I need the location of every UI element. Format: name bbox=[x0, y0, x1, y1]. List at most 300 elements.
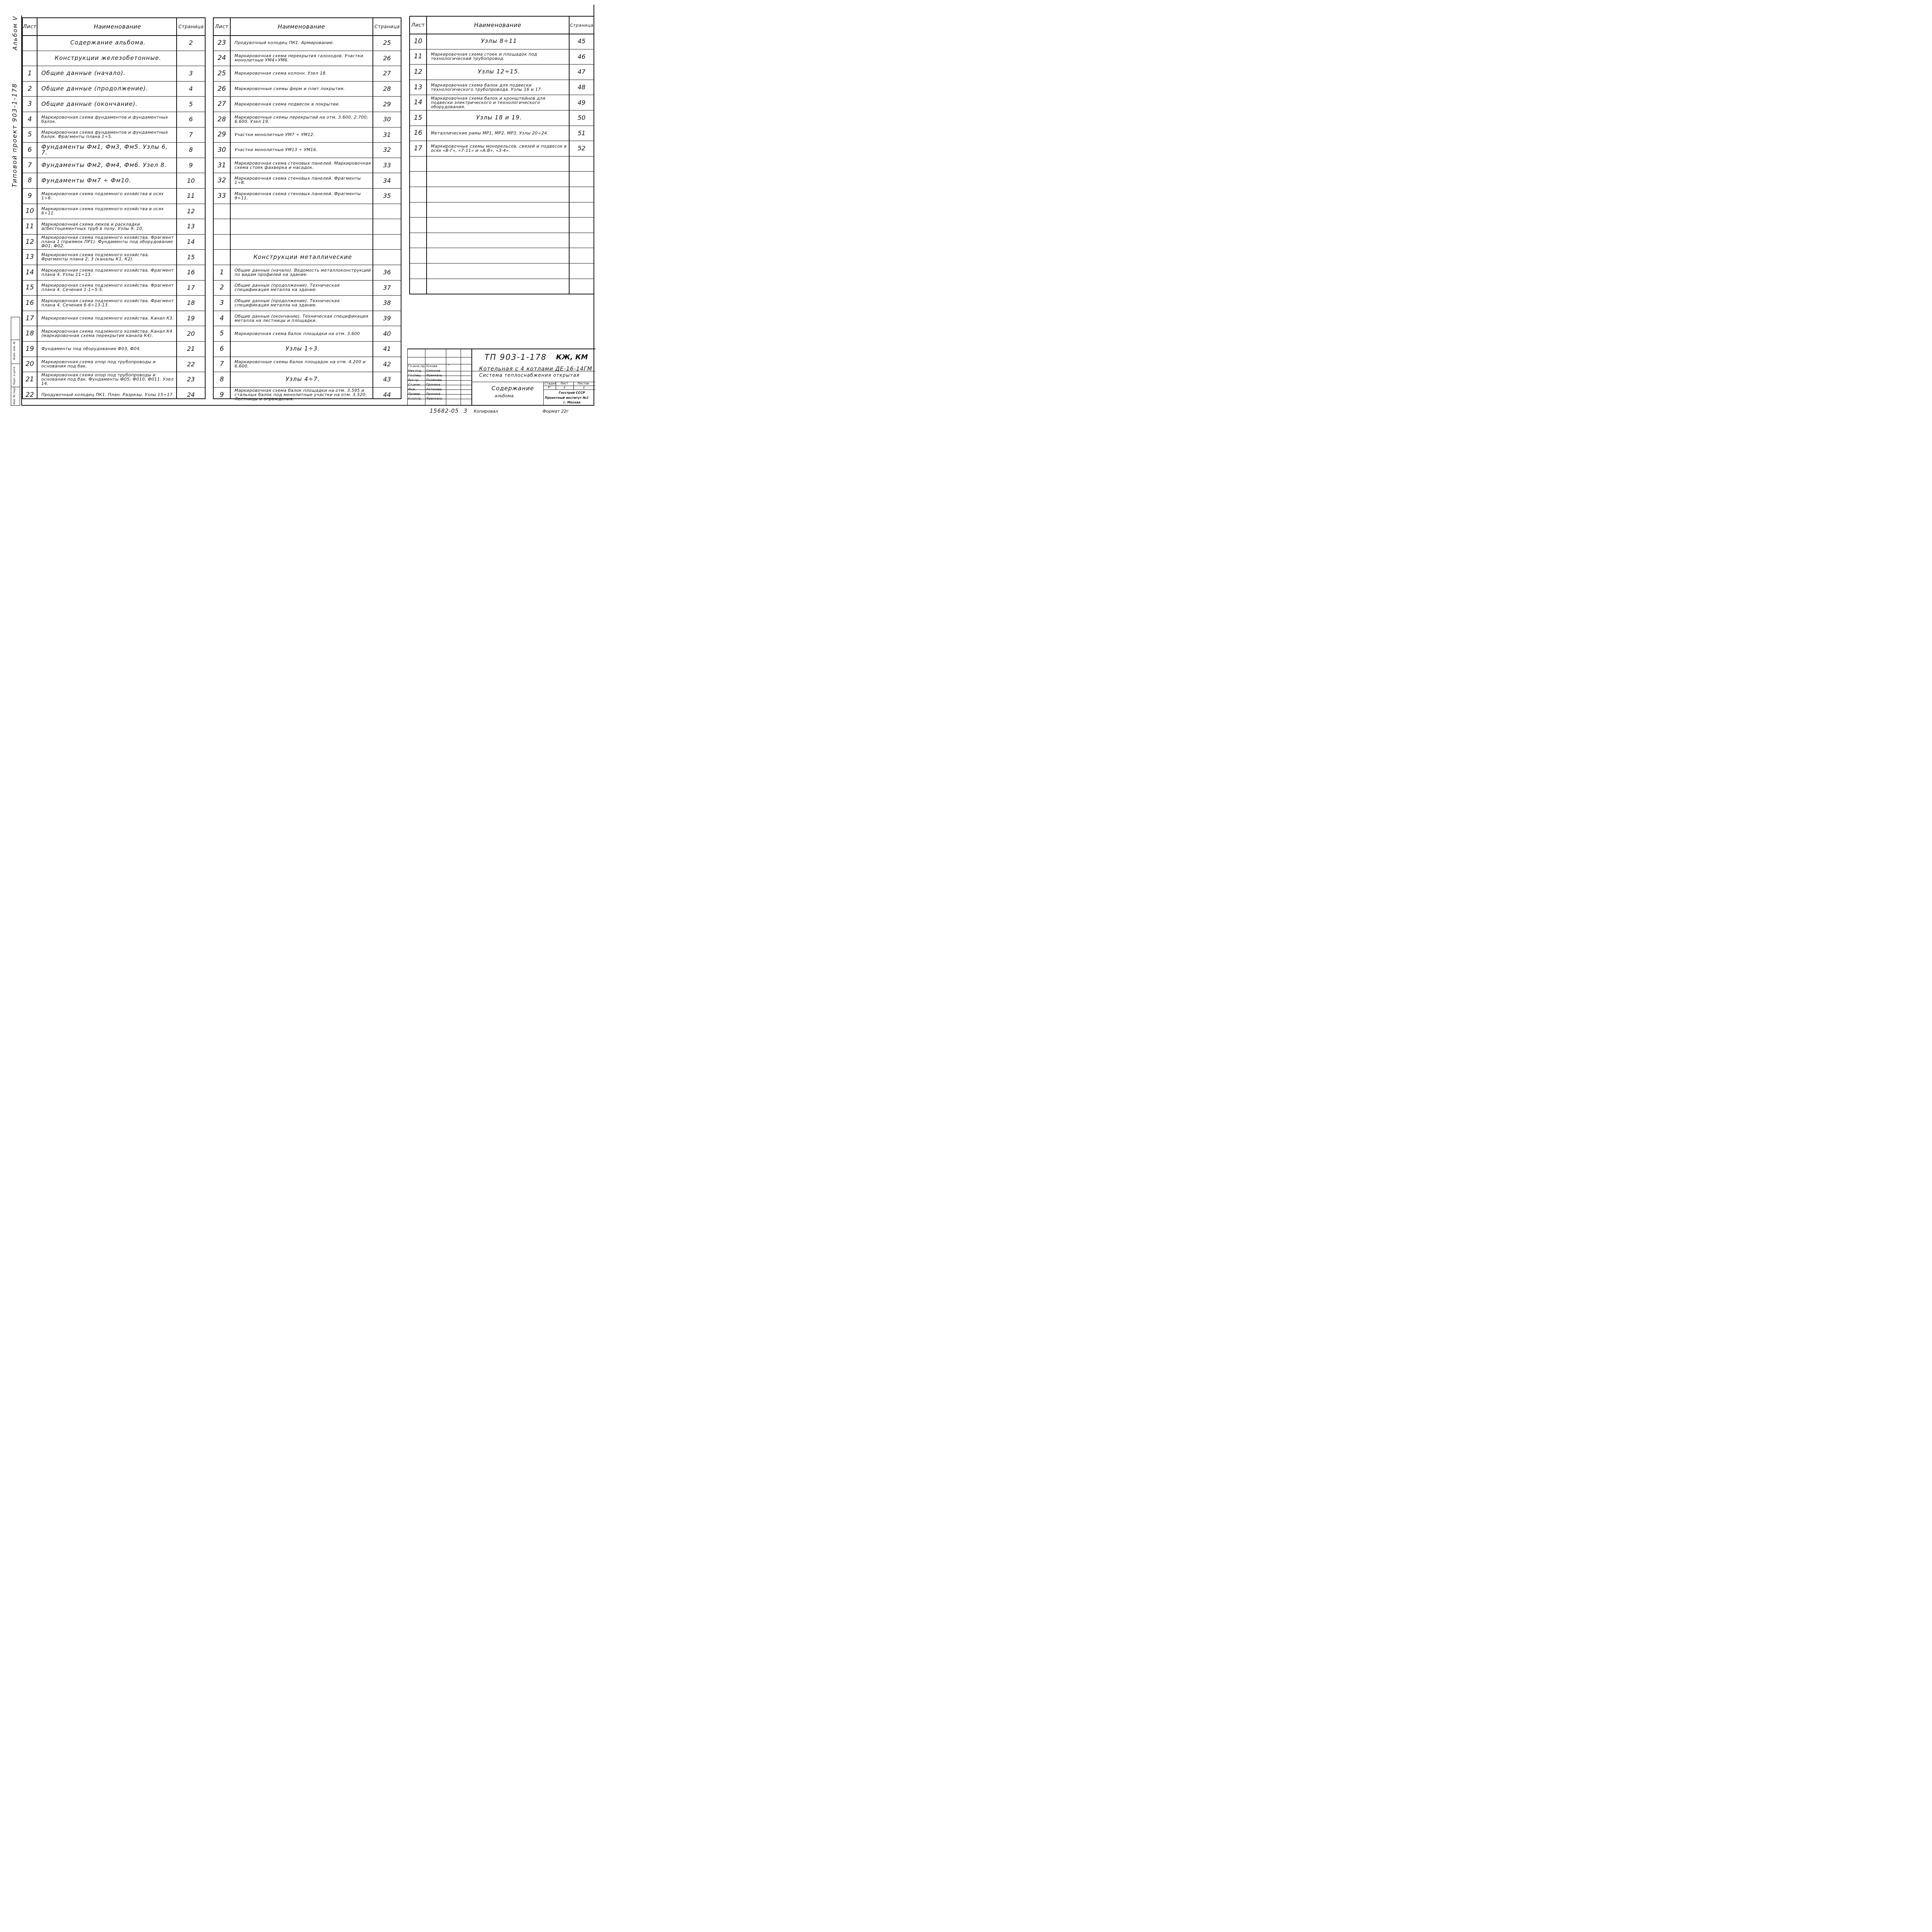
table-row bbox=[23, 158, 205, 173]
row-page-number: 41 bbox=[383, 345, 391, 353]
row-page-number: 17 bbox=[187, 284, 195, 291]
signature-1: ~ bbox=[447, 363, 451, 367]
row-divider bbox=[214, 295, 401, 296]
row-page-number: 43 bbox=[383, 376, 391, 383]
row-sheet-number: 14 bbox=[26, 268, 34, 276]
row-divider bbox=[410, 217, 594, 218]
project-label: Типовой проект 903-1-178 bbox=[11, 83, 18, 187]
row-name bbox=[427, 187, 569, 202]
row-sheet-number bbox=[410, 263, 426, 279]
row-name: Маркировочная схема опор под трубопроводы и основания под бак. bbox=[41, 359, 156, 369]
row-name: Маркировочная схема балок площадки на отм. 3.600 bbox=[235, 331, 360, 336]
row-name: Общие данные (продолжение). Техническая спецификация металла на здание. bbox=[235, 283, 340, 293]
row-sheet-number: 23 bbox=[218, 39, 226, 47]
row-sheet-number: 10 bbox=[414, 37, 422, 45]
row-divider bbox=[214, 81, 401, 82]
row-name: Маркировочные схемы балок площадок на отм. 4.200 и 6.600. bbox=[235, 359, 366, 369]
row-page-number bbox=[372, 219, 401, 234]
row-divider bbox=[214, 387, 401, 388]
table-row bbox=[410, 248, 594, 263]
row-name: Маркировочная схема люков и раскладки асбестоцементных труб в полу. Узлы 9, 10. bbox=[41, 221, 144, 231]
row-sheet-number bbox=[410, 171, 426, 187]
row-name: Общие данные (начало). bbox=[41, 70, 126, 77]
row-name: Маркировочная схема балок и кронштейнов для подвески электрического и технологического оборудования. bbox=[431, 95, 546, 109]
row-page-number: 31 bbox=[383, 131, 391, 138]
stamp-person: Антонова bbox=[426, 388, 442, 391]
row-name: Маркировочная схема стеновых панелей. Фрагменты 9÷11. bbox=[235, 191, 361, 201]
row-page-number bbox=[372, 234, 401, 250]
row-page-number: 19 bbox=[187, 315, 195, 322]
row-name: Маркировочная схема стеновых панелей. Маркировочная схема стоек фахверка и насадок. bbox=[235, 160, 371, 170]
row-sheet-number: 12 bbox=[26, 238, 34, 246]
row-name: Маркировочные схемы перекрытий на отм. 3.600, 2.700; 6.600. Узел 19. bbox=[235, 114, 368, 124]
row-name bbox=[427, 248, 569, 263]
row-divider bbox=[214, 142, 401, 143]
row-name: Маркировочная схема стоек и площадок под технологический трубопровод. bbox=[431, 52, 537, 61]
row-name bbox=[231, 234, 372, 250]
toc-table-2 bbox=[213, 17, 401, 402]
table-row bbox=[23, 326, 205, 341]
row-sheet-number: 2 bbox=[219, 284, 224, 292]
table-row bbox=[23, 234, 205, 250]
table-row bbox=[214, 372, 401, 387]
side-stamp bbox=[11, 317, 20, 406]
table-row bbox=[410, 263, 594, 279]
row-page-number bbox=[569, 233, 594, 248]
stamp-role: Инж. bbox=[408, 388, 416, 391]
side-stamp-label: Взам. инв. № bbox=[13, 341, 16, 360]
row-name: Узлы 18 и 19. bbox=[476, 114, 522, 121]
row-name bbox=[427, 279, 569, 294]
table-row bbox=[23, 280, 205, 296]
row-name: Маркировочные схемы ферм и плит покрытия. bbox=[235, 86, 345, 92]
row-page-number: 37 bbox=[383, 284, 391, 291]
row-page-number bbox=[569, 217, 594, 233]
row-name: Фундаменты под оборудование Ф03, Ф04. bbox=[41, 346, 141, 352]
table-row bbox=[214, 326, 401, 341]
row-page-number bbox=[569, 171, 594, 187]
table-row bbox=[214, 158, 401, 173]
row-sheet-number: 22 bbox=[26, 391, 34, 399]
row-divider bbox=[410, 110, 594, 111]
row-name: Узлы 4÷7. bbox=[286, 376, 320, 383]
stamp-person: Пронина bbox=[426, 392, 440, 396]
row-sheet-number: 24 bbox=[218, 54, 226, 62]
row-name: Участки монолитные УМ13 ÷ УМ16. bbox=[235, 147, 318, 153]
copied-label: Копировал bbox=[474, 409, 498, 414]
row-name: Маркировочная схема фундаментов и фундаментных балок. Фрагменты плана 1÷5. bbox=[41, 130, 168, 139]
row-sheet-number: 15 bbox=[26, 284, 34, 292]
row-page-number: 50 bbox=[577, 114, 586, 122]
sheet-value: 1 bbox=[563, 385, 566, 389]
row-name: Узлы 8÷11 bbox=[481, 37, 517, 45]
table-row bbox=[23, 112, 205, 127]
row-name: Маркировочная схема подземного хозяйства. Фрагменты плана 2; 3 (каналы К1, К2). bbox=[41, 252, 150, 262]
row-page-number bbox=[569, 187, 594, 202]
table-row bbox=[214, 234, 401, 250]
row-name: Маркировочная схема подземного хозяйства. Фрагмент плана 4. Узлы 11÷13. bbox=[41, 267, 174, 277]
row-divider bbox=[23, 81, 205, 82]
side-stamp-label: Инв. № подл. bbox=[13, 386, 16, 405]
sheets-label: Листов bbox=[577, 382, 589, 385]
row-sheet-number: 13 bbox=[414, 83, 422, 91]
table-row bbox=[214, 341, 401, 357]
row-divider bbox=[23, 341, 205, 342]
row-sheet-number bbox=[410, 279, 426, 294]
row-sheet-number bbox=[410, 294, 426, 309]
stamp-role: Гл.инж.пр. bbox=[408, 364, 426, 368]
stamp-role: Гл.спец. bbox=[408, 374, 422, 377]
row-sheet-number: 1 bbox=[27, 69, 32, 77]
table-row bbox=[214, 387, 401, 403]
table-row bbox=[410, 294, 594, 309]
table-row bbox=[214, 311, 401, 326]
row-sheet-number bbox=[410, 217, 426, 233]
table-row bbox=[23, 249, 205, 265]
row-page-number: 11 bbox=[187, 192, 195, 200]
row-name bbox=[427, 202, 569, 218]
row-sheet-number: 20 bbox=[26, 360, 34, 368]
table-row bbox=[23, 372, 205, 387]
row-page-number: 45 bbox=[577, 37, 586, 45]
row-page-number: 38 bbox=[383, 299, 391, 307]
row-divider bbox=[23, 295, 205, 296]
header-sheet: Лист bbox=[23, 24, 37, 30]
header-name: Наименование bbox=[94, 23, 141, 30]
org-line2: Проектный институт №2 bbox=[545, 396, 589, 400]
stamp-person: Френкель bbox=[426, 374, 442, 377]
row-name: Маркировочная схема опор под трубопроводы и основания под бак. Фундаменты Ф05; Ф010, Ф011. Узел 14. bbox=[41, 372, 174, 386]
row-divider bbox=[23, 188, 205, 189]
row-sheet-number bbox=[410, 156, 426, 172]
row-name: Конструкции металлические bbox=[253, 253, 352, 260]
row-divider bbox=[23, 142, 205, 143]
row-sheet-number bbox=[410, 248, 426, 263]
row-name: Узлы 12÷15. bbox=[478, 68, 520, 75]
row-name: Маркировочная схема подземного хозяйства. Фрагмент плана 4. Сечения 1-1÷5-5. bbox=[41, 283, 174, 293]
row-sheet-number: 11 bbox=[26, 222, 34, 230]
table-row bbox=[214, 81, 401, 97]
table-row bbox=[410, 279, 594, 294]
table-row bbox=[214, 219, 401, 234]
row-name: Маркировочная схема подземного хозяйства. Канал К3. bbox=[41, 316, 174, 321]
row-divider bbox=[214, 96, 401, 97]
table-row bbox=[23, 357, 205, 372]
row-page-number: 16 bbox=[187, 269, 195, 276]
row-name: Маркировочная схема колонн. Узел 18. bbox=[235, 71, 327, 76]
header-sheet: Лист bbox=[411, 22, 425, 28]
row-sheet-number bbox=[214, 219, 230, 234]
row-page-number: 26 bbox=[383, 54, 391, 62]
row-sheet-number: 25 bbox=[218, 69, 226, 77]
stamp-role: Н.контр. bbox=[408, 397, 422, 400]
row-page-number: 48 bbox=[577, 83, 586, 91]
row-page-number: 47 bbox=[577, 68, 586, 76]
table-row bbox=[23, 96, 205, 112]
row-page-number: 34 bbox=[383, 177, 391, 184]
stamp-person: Ускова bbox=[426, 364, 437, 368]
table-row bbox=[214, 204, 401, 219]
row-page-number: 13 bbox=[187, 223, 195, 230]
table-row bbox=[214, 127, 401, 143]
row-divider bbox=[23, 249, 205, 250]
table-row bbox=[23, 66, 205, 81]
row-sheet-number: 8 bbox=[219, 375, 224, 383]
stamp-sheet-title-2: альбома. bbox=[495, 393, 515, 398]
stamp-title-line1: Котельная с 4 котлами ДЕ-16-14ГМ bbox=[479, 366, 592, 372]
row-page-number: 12 bbox=[187, 207, 195, 215]
table-row bbox=[214, 142, 401, 158]
row-name bbox=[427, 171, 569, 187]
row-page-number: 44 bbox=[383, 391, 391, 399]
row-page-number: 4 bbox=[189, 85, 193, 93]
table-row bbox=[23, 173, 205, 188]
table-row bbox=[410, 110, 594, 126]
row-page-number bbox=[176, 51, 206, 66]
row-page-number: 30 bbox=[383, 116, 391, 123]
stamp-code: ТП 903-1-178 bbox=[485, 352, 547, 362]
stamp-person: Симонов bbox=[426, 369, 440, 372]
row-name: Общие данные (окончание). Техническая спецификация металла на лестницы и площадки. bbox=[235, 313, 369, 323]
table-row bbox=[23, 311, 205, 326]
row-divider bbox=[214, 341, 401, 342]
table-row bbox=[410, 171, 594, 187]
row-name: Конструкции железобетонные. bbox=[54, 54, 162, 61]
table-row bbox=[23, 35, 205, 51]
row-divider bbox=[214, 249, 401, 250]
org-line3: г. Москва bbox=[563, 401, 581, 404]
table-row bbox=[23, 204, 205, 219]
row-name bbox=[231, 219, 372, 234]
row-name: Общие данные (начало). Ведомость металлоконструкций по видам профилей на здание. bbox=[235, 267, 371, 277]
stamp-role: Провер. bbox=[408, 392, 421, 396]
row-page-number: 2 bbox=[189, 39, 193, 47]
row-sheet-number: 19 bbox=[26, 345, 34, 353]
row-sheet-number: 16 bbox=[414, 129, 422, 137]
row-name bbox=[427, 233, 569, 248]
row-page-number: 15 bbox=[187, 253, 195, 261]
row-page-number: 23 bbox=[187, 376, 195, 383]
row-divider bbox=[214, 127, 401, 128]
row-sheet-number: 3 bbox=[27, 100, 32, 108]
row-name: Продувочный колодец ПК1. Армирование. bbox=[235, 40, 334, 46]
row-name bbox=[427, 294, 569, 309]
table-row bbox=[410, 233, 594, 248]
table-row bbox=[410, 64, 594, 80]
row-sheet-number: 4 bbox=[219, 314, 224, 322]
header-name: Наименование bbox=[474, 22, 522, 29]
row-page-number bbox=[569, 279, 594, 294]
table-row bbox=[23, 341, 205, 357]
row-sheet-number: 7 bbox=[219, 360, 224, 368]
row-sheet-number: 32 bbox=[218, 177, 226, 185]
row-page-number bbox=[569, 156, 594, 172]
row-page-number: 14 bbox=[187, 238, 195, 246]
row-sheet-number: 17 bbox=[26, 314, 34, 322]
row-sheet-number: 2 bbox=[27, 85, 32, 93]
row-name bbox=[427, 217, 569, 233]
table-row bbox=[23, 265, 205, 280]
row-sheet-number: 12 bbox=[414, 68, 422, 76]
table-row bbox=[214, 66, 401, 81]
format-label: Формат 22г bbox=[543, 409, 569, 414]
row-sheet-number bbox=[23, 35, 37, 51]
row-page-number: 28 bbox=[383, 85, 391, 93]
row-page-number bbox=[569, 294, 594, 309]
row-name: Маркировочная схема балок для подвески технологического трубопровода. Узлы 16 и 17. bbox=[431, 82, 543, 92]
table-row bbox=[410, 49, 594, 65]
table-row bbox=[23, 142, 205, 158]
title-block bbox=[407, 349, 595, 406]
row-page-number: 51 bbox=[577, 129, 586, 137]
table-row bbox=[410, 141, 594, 156]
row-sheet-number bbox=[214, 204, 230, 219]
stage-label: Стадия bbox=[544, 382, 556, 385]
bottom-number: 15682-05 bbox=[430, 408, 459, 414]
row-sheet-number: 21 bbox=[26, 375, 34, 383]
row-page-number: 6 bbox=[189, 116, 193, 123]
stamp-role: Нач.отд. bbox=[408, 369, 422, 372]
stamp-person: Френкель bbox=[426, 397, 442, 400]
row-divider bbox=[214, 188, 401, 189]
row-sheet-number: 33 bbox=[218, 192, 226, 200]
table-row bbox=[410, 187, 594, 202]
table-row bbox=[214, 35, 401, 51]
row-sheet-number: 10 bbox=[26, 207, 34, 215]
table-row bbox=[214, 112, 401, 127]
org-line1: Госстрой СССР bbox=[559, 391, 585, 395]
table-row bbox=[23, 81, 205, 97]
row-page-number: 36 bbox=[383, 269, 391, 276]
row-page-number: 33 bbox=[383, 162, 391, 169]
album-label: Альбом V bbox=[12, 15, 19, 50]
row-sheet-number: 9 bbox=[219, 391, 224, 399]
table-row bbox=[410, 156, 594, 172]
table-row bbox=[410, 202, 594, 218]
row-page-number bbox=[569, 263, 594, 279]
row-divider bbox=[23, 280, 205, 281]
table-row bbox=[23, 295, 205, 311]
row-name: Маркировочная схема подвесок в покрытии. bbox=[235, 101, 340, 107]
row-page-number bbox=[569, 248, 594, 263]
table-row bbox=[410, 34, 594, 49]
row-sheet-number bbox=[214, 249, 230, 265]
bottom-page: 3 bbox=[464, 408, 467, 414]
row-sheet-number: 30 bbox=[218, 146, 226, 154]
row-page-number: 8 bbox=[189, 146, 193, 154]
stamp-sheet-title-1: Содержание bbox=[492, 385, 534, 392]
row-divider bbox=[410, 64, 594, 65]
stamp-role: Рук.гр. bbox=[408, 378, 419, 382]
table-row bbox=[214, 357, 401, 372]
row-sheet-number: 29 bbox=[218, 131, 226, 139]
header-page: Страница bbox=[374, 24, 400, 29]
sheets-value: 1 bbox=[583, 385, 585, 389]
row-divider bbox=[214, 234, 401, 235]
row-page-number: 3 bbox=[189, 70, 193, 77]
sheet-label: Лист bbox=[560, 382, 568, 385]
row-sheet-number: 11 bbox=[414, 53, 422, 61]
row-name bbox=[231, 204, 372, 219]
row-name: Продувочный колодец ПК1. План. Разрезы. Узлы 15÷17. bbox=[41, 392, 174, 398]
row-page-number: 5 bbox=[189, 100, 193, 108]
row-page-number: 46 bbox=[577, 53, 586, 60]
row-page-number: 21 bbox=[187, 345, 195, 353]
row-sheet-number: 5 bbox=[219, 330, 224, 338]
row-name: Маркировочная схема подземного хозяйства. Фрагмент плана 4. Сечения 6-6÷13-13. bbox=[41, 298, 174, 308]
row-page-number: 27 bbox=[383, 70, 391, 77]
row-page-number: 22 bbox=[187, 360, 195, 368]
table-row bbox=[214, 265, 401, 280]
row-sheet-number: 8 bbox=[27, 177, 32, 185]
table-row bbox=[23, 188, 205, 204]
row-page-number: 10 bbox=[187, 177, 195, 184]
header-page: Страница bbox=[178, 24, 204, 29]
row-page-number bbox=[372, 204, 401, 219]
row-divider bbox=[23, 127, 205, 128]
table-row bbox=[23, 219, 205, 234]
row-sheet-number: 26 bbox=[218, 85, 226, 93]
row-sheet-number bbox=[410, 187, 426, 202]
row-divider bbox=[23, 96, 205, 97]
row-name: Узлы 1÷3. bbox=[286, 345, 320, 352]
table-row bbox=[410, 217, 594, 233]
row-name: Маркировочная схема балок площадки на отм. 3.595 и стальных балок под монолитные участки на отм. 3.520. Лестницы и ограждения. bbox=[235, 388, 367, 402]
row-name: Общие данные (продолжение). bbox=[41, 85, 148, 92]
stamp-title-line2: Система теплоснабжения открытая bbox=[479, 372, 580, 378]
row-sheet-number: 6 bbox=[27, 146, 32, 154]
row-name: Маркировочная схема подземного хозяйства. Фрагмент плана 1 (приямок ПР1). Фундаменты под оборудование Ф01, Ф02. bbox=[41, 235, 174, 249]
row-sheet-number: 15 bbox=[414, 114, 422, 122]
row-page-number: 52 bbox=[577, 145, 586, 152]
row-sheet-number bbox=[23, 51, 37, 66]
row-divider bbox=[214, 280, 401, 281]
row-name: Фундаменты Фм7 ÷ Фм10. bbox=[41, 177, 131, 184]
row-name: Маркировочные схемы монорельсов, связей и подвесок в осях «В-Г», «7-11» и «А-В», «3-4». bbox=[431, 143, 567, 153]
row-sheet-number: 27 bbox=[218, 100, 226, 108]
row-name bbox=[427, 263, 569, 279]
table-row bbox=[214, 173, 401, 188]
row-sheet-number: 4 bbox=[27, 115, 32, 123]
table-row bbox=[214, 295, 401, 311]
row-page-number: 20 bbox=[187, 330, 195, 337]
table-row bbox=[214, 51, 401, 66]
row-page-number: 29 bbox=[383, 100, 391, 108]
row-name: Металлические рамы МР1, МР2, МР3. Узлы 20÷24. bbox=[431, 130, 549, 136]
row-divider bbox=[23, 387, 205, 388]
table-row bbox=[23, 127, 205, 143]
row-name: Маркировочная схема фундаментов и фундаментных балок. bbox=[41, 114, 168, 124]
header-name: Наименование bbox=[277, 23, 325, 30]
row-page-number: 32 bbox=[383, 146, 391, 154]
row-page-number: 18 bbox=[187, 299, 195, 307]
row-sheet-number: 16 bbox=[26, 299, 34, 307]
table-row bbox=[410, 80, 594, 95]
row-page-number: 24 bbox=[187, 391, 195, 399]
row-sheet-number: 14 bbox=[414, 99, 422, 107]
row-name: Фундаменты Фм1, Фм3, Фм5. Узлы 6, 7. bbox=[41, 143, 168, 156]
table-header bbox=[410, 17, 594, 34]
row-page-number: 40 bbox=[383, 330, 391, 337]
row-divider bbox=[23, 234, 205, 235]
row-name: Участки монолитные УМ7 ÷ УМ12. bbox=[235, 132, 315, 137]
stamp-marks: КЖ, КМ bbox=[556, 353, 588, 361]
row-sheet-number: 28 bbox=[218, 115, 226, 123]
row-page-number: 39 bbox=[383, 315, 391, 322]
row-page-number: 49 bbox=[577, 99, 586, 106]
row-divider bbox=[410, 171, 594, 172]
table-row bbox=[214, 188, 401, 204]
